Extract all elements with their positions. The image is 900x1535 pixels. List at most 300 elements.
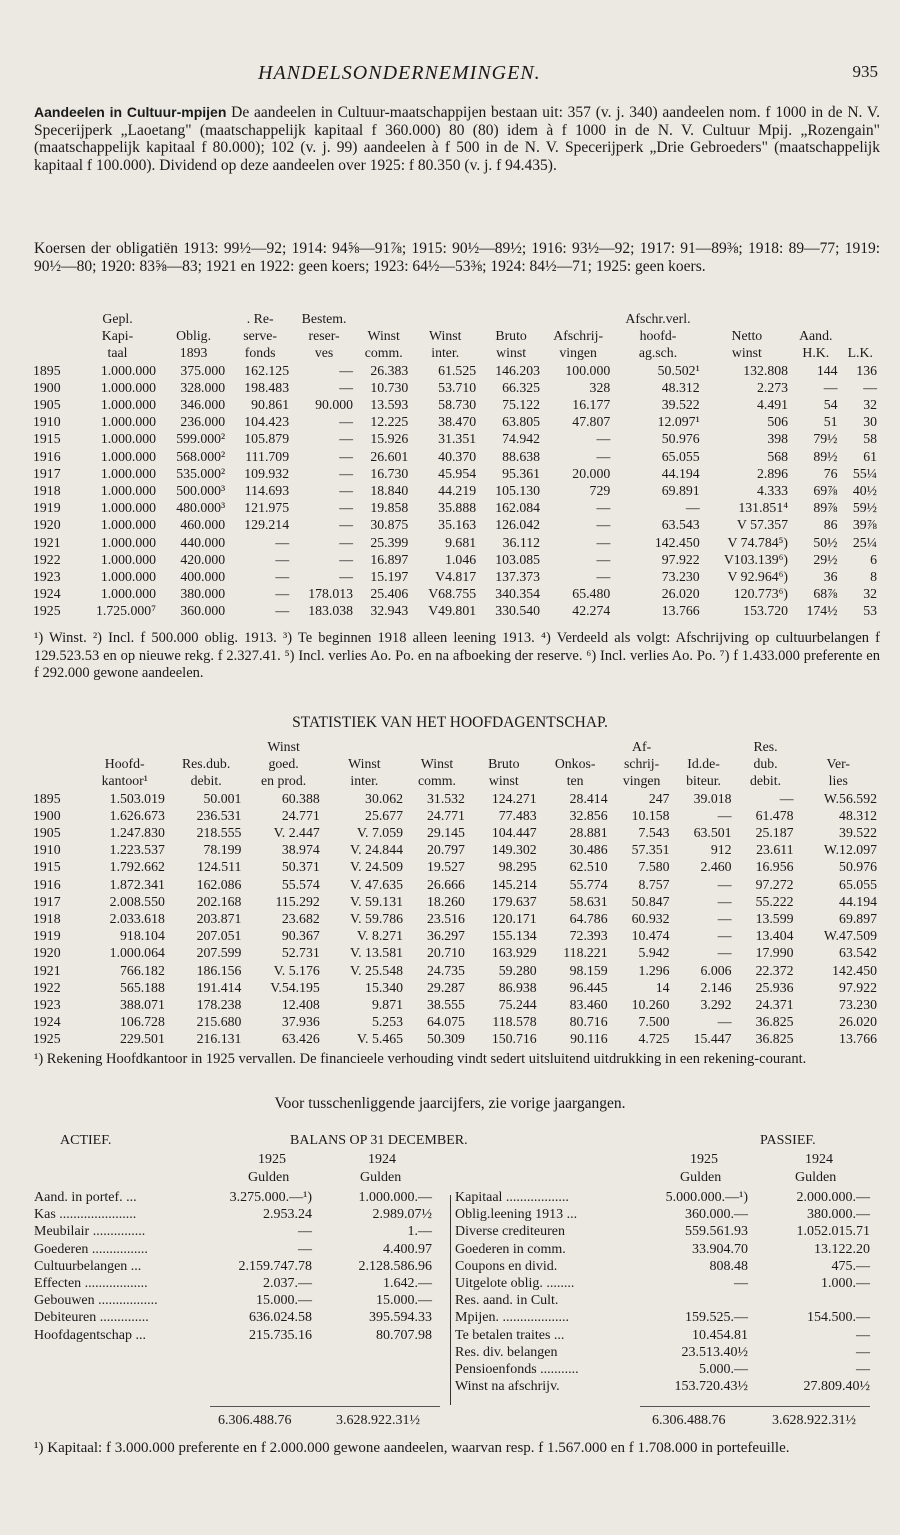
balans-divider — [450, 1195, 451, 1405]
table-cell: 340.354 — [495, 586, 541, 602]
table-cell: 111.709 — [245, 448, 290, 464]
table-cell: 61.478 — [755, 807, 794, 823]
actief-item-value-1924: 1.642.— — [383, 1276, 432, 1291]
table-cell: 23.682 — [281, 911, 320, 927]
table-cell: 120.773⁶) — [733, 586, 789, 602]
table-cell: — — [275, 586, 290, 602]
table-cell: 229.501 — [120, 1031, 165, 1047]
table-cell: 174½ — [806, 603, 838, 619]
table-cell: — — [339, 517, 354, 533]
table-cell: 2.146 — [700, 979, 732, 995]
column-header — [323, 738, 406, 755]
table-cell: 38.555 — [427, 997, 465, 1013]
table-cell: 155.134 — [491, 928, 537, 944]
passief-unit-a: Gulden — [680, 1170, 722, 1185]
column-header: en prod. — [260, 773, 307, 789]
intro-heading: Aandeelen in Cultuur-mpijen — [34, 104, 227, 120]
table-cell: — — [717, 945, 732, 961]
table-cell: 136 — [856, 362, 877, 378]
table-cell: 61 — [863, 448, 877, 464]
table-cell: — — [596, 517, 611, 533]
table-row — [30, 807, 880, 824]
table-cell: 40½ — [852, 483, 877, 499]
table-cell: 36.112 — [502, 534, 541, 550]
table-row — [30, 602, 880, 619]
column-header: Bruto — [488, 756, 520, 772]
table-cell: 76 — [823, 465, 838, 481]
year-cell: 1919 — [33, 928, 61, 944]
table-cell: V. 47.635 — [349, 876, 403, 892]
table-cell: 39⅞ — [852, 517, 877, 533]
table-row — [30, 841, 880, 858]
results-footnotes: ¹) Winst. ²) Incl. f 500.000 oblig. 1913. ³) Te beginnen 1918 alleen leening 1913. ⁴) Verdeeld als volgt: Afschrijving op cultuurbelangen f 129.523.53 en op nieuwe rekg. f 2.327.41. ⁵) Incl. verlies Ao. Po. en na afboeking der reserve. ⁶) Incl. verlies Ao. Po. ⁷) f 1.433.000 preferente en f 292.000 gewone aandeelen. — [34, 630, 880, 681]
table-cell: — — [275, 603, 290, 619]
actief-item-label: Goederen ................ — [34, 1241, 148, 1257]
table-cell: 62.510 — [569, 859, 608, 875]
table-cell: — — [339, 500, 354, 516]
table-cell: 6 — [870, 551, 877, 567]
passief-item-value-1925: 808.48 — [709, 1258, 748, 1274]
column-header: ten — [566, 773, 584, 789]
table-cell: 42.274 — [572, 603, 611, 619]
actief-item-label: Gebouwen ................. — [34, 1293, 158, 1309]
column-header: hoofd- — [639, 328, 677, 344]
passief-item-label: Te betalen traites ... — [455, 1327, 565, 1343]
table-cell: 142.450 — [654, 534, 700, 550]
table-cell: 86 — [823, 517, 838, 533]
column-header: ves — [314, 345, 334, 361]
table-cell: 480.000³ — [176, 500, 226, 516]
table-cell: 2.008.550 — [109, 893, 165, 909]
table-cell: 38.974 — [281, 842, 320, 858]
year-cell: 1921 — [33, 962, 61, 978]
passief-item-label: Res. aand. in Cult. — [455, 1293, 559, 1309]
passief-item-value-1924: 154.500.— — [807, 1310, 870, 1326]
table-cell: 380.000 — [180, 586, 226, 602]
actief-item-label: Debiteuren .............. — [34, 1310, 149, 1326]
column-header: goed. — [268, 756, 299, 772]
table-cell: V49.801 — [428, 603, 477, 619]
table-cell: 13.593 — [370, 397, 409, 413]
table-cell: 58.631 — [569, 893, 608, 909]
table-cell: 24.771 — [281, 807, 320, 823]
table-cell: W.47.509 — [823, 928, 877, 944]
table-row — [30, 910, 880, 927]
table-cell: — — [717, 928, 732, 944]
actief-item-value-1924: 4.400.97 — [383, 1241, 432, 1257]
table-cell: 599.000² — [176, 431, 226, 447]
table-cell: 398 — [767, 431, 789, 447]
table-cell: 36.825 — [755, 1014, 794, 1030]
table-cell: W.56.592 — [823, 790, 877, 806]
table-cell: 65.055 — [661, 448, 700, 464]
table-cell: 59½ — [852, 500, 877, 516]
passief-total-b: 3.628.922.31½ — [772, 1413, 856, 1428]
column-header: Netto — [731, 328, 763, 344]
table-cell: 12.097¹ — [657, 414, 700, 430]
table-cell: 330.540 — [495, 603, 541, 619]
table-cell: V. 2.447 — [273, 825, 320, 841]
table-cell: 26.020 — [661, 586, 700, 602]
column-header: L.K. — [847, 345, 873, 361]
table-cell: 236.000 — [180, 414, 226, 430]
header-row — [30, 344, 880, 361]
table-cell: 10.158 — [631, 807, 670, 823]
actief-item-value-1924: 2.989.07½ — [372, 1207, 432, 1223]
actief-label: ACTIEF. — [60, 1133, 112, 1148]
table-cell: — — [339, 431, 354, 447]
table-cell: 1.247.830 — [109, 825, 165, 841]
passief-item-value-1925: 10.454.81 — [692, 1327, 748, 1343]
table-cell: 568.000² — [176, 448, 226, 464]
table-row — [30, 465, 880, 482]
table-cell: 153.720 — [743, 603, 789, 619]
year-cell: 1916 — [33, 876, 61, 892]
year-cell: 1910 — [33, 842, 61, 858]
table-cell: 31.351 — [438, 431, 477, 447]
year-cell: 1919 — [33, 500, 61, 516]
actief-item-value-1924: 2.128.586.96 — [358, 1258, 432, 1274]
table-cell: 31.532 — [427, 790, 465, 806]
table-row — [30, 482, 880, 499]
year-cell: 1922 — [33, 551, 61, 567]
column-header — [168, 738, 245, 755]
table-cell: 150.716 — [491, 1031, 537, 1047]
table-row — [30, 1013, 880, 1030]
table-cell: 1.000.000 — [100, 397, 157, 413]
table-cell: 40.370 — [438, 448, 477, 464]
table-cell: 118.221 — [563, 945, 608, 961]
passief-item-label: Oblig.leening 1913 ... — [455, 1207, 578, 1223]
actief-item-label: Meubilair ............... — [34, 1224, 146, 1240]
actief-item-label: Hoofdagentschap ... — [34, 1327, 146, 1343]
table-cell: W.12.097 — [823, 842, 877, 858]
table-cell: 90.861 — [251, 397, 290, 413]
table-cell: 47.807 — [572, 414, 611, 430]
column-header: taal — [107, 345, 128, 361]
header-row — [30, 738, 880, 755]
actief-item-value-1925: 2.159.747.78 — [238, 1258, 312, 1274]
table-cell: 131.851⁴ — [738, 500, 789, 516]
table-cell: 17.990 — [755, 945, 794, 961]
table-cell: 500.000³ — [176, 483, 226, 499]
column-header — [479, 310, 543, 327]
header-row — [30, 327, 880, 344]
table-cell: 1.000.064 — [109, 945, 165, 961]
table-cell: 25.936 — [755, 979, 794, 995]
table-cell: 247 — [648, 790, 670, 806]
column-header: Bruto — [495, 328, 527, 344]
year-cell: 1925 — [33, 603, 61, 619]
year-cell: 1925 — [33, 1031, 61, 1047]
column-header: Onkos- — [554, 756, 596, 772]
passief-item-value-1924: — — [856, 1344, 870, 1360]
table-cell: 1.000.000 — [100, 517, 157, 533]
results-table — [30, 310, 880, 620]
table-cell: 88.638 — [502, 448, 541, 464]
table-cell: 51 — [823, 414, 838, 430]
column-header: ag.sch. — [638, 345, 678, 361]
table-cell: — — [596, 551, 611, 567]
column-header — [30, 344, 76, 361]
table-cell: 1.000.000 — [100, 551, 157, 567]
actief-item-value-1925: 636.024.58 — [249, 1310, 312, 1326]
table-cell: 90.000 — [315, 397, 354, 413]
table-cell: V. 5.176 — [273, 962, 320, 978]
table-cell: 198.483 — [244, 379, 290, 395]
table-cell: — — [339, 362, 354, 378]
table-cell: 35.163 — [438, 517, 477, 533]
statistiek-table — [30, 738, 880, 1048]
actief-year-b: 1924 — [368, 1152, 396, 1167]
passief-item-value-1924: 13.122.20 — [814, 1241, 870, 1257]
table-cell: 23.516 — [427, 911, 465, 927]
passief-year-a: 1925 — [690, 1152, 718, 1167]
table-cell: 55.574 — [281, 876, 320, 892]
actief-item-value-1924: 1.— — [407, 1224, 432, 1240]
column-header — [841, 327, 880, 344]
table-cell: 7.580 — [638, 859, 670, 875]
table-cell: 90.367 — [281, 928, 320, 944]
table-cell: 79½ — [813, 431, 838, 447]
table-cell: 207.599 — [196, 945, 242, 961]
table-cell: — — [275, 569, 290, 585]
table-cell: 145.214 — [491, 876, 537, 892]
page-title: HANDELSONDERNEMINGEN. — [258, 62, 541, 84]
table-cell: 1.000.000 — [100, 569, 157, 585]
table-cell: 12.408 — [281, 997, 320, 1013]
table-cell: — — [339, 414, 354, 430]
table-cell: — — [339, 483, 354, 499]
year-cell: 1895 — [33, 790, 61, 806]
table-cell: V 57.357 — [736, 517, 789, 533]
column-header: vingen — [559, 345, 597, 361]
balans-title: BALANS OP 31 DECEMBER. — [290, 1133, 468, 1148]
table-cell: 103.085 — [495, 551, 541, 567]
table-cell: 388.071 — [120, 997, 165, 1013]
table-cell: V 92.964⁶) — [727, 569, 789, 585]
table-cell: 54 — [823, 397, 838, 413]
year-cell: 1900 — [33, 807, 61, 823]
table-cell: 114.693 — [244, 483, 290, 499]
table-cell: 63.805 — [502, 414, 541, 430]
table-cell: 32.943 — [370, 603, 409, 619]
table-cell: 105.130 — [495, 483, 541, 499]
table-cell: 1.000.000 — [100, 500, 157, 516]
passief-label: PASSIEF. — [760, 1133, 816, 1148]
year-cell: 1905 — [33, 825, 61, 841]
actief-sum-rule — [210, 1406, 440, 1407]
column-header: reser- — [308, 328, 340, 344]
table-cell: 36 — [823, 569, 838, 585]
column-header: schrij- — [623, 756, 660, 772]
passief-item-value-1925: 33.904.70 — [692, 1241, 748, 1257]
column-header: Bestem. — [301, 311, 347, 326]
column-header: Aand. — [799, 328, 833, 344]
table-cell: 26.601 — [370, 448, 409, 464]
passief-item-value-1925: 153.720.43½ — [674, 1379, 748, 1395]
column-header: Winst — [367, 328, 400, 344]
table-cell: 9.871 — [371, 997, 403, 1013]
column-header: Af- — [632, 739, 652, 754]
table-cell: 14 — [655, 979, 670, 995]
column-header: comm. — [418, 773, 456, 789]
table-cell: 77.483 — [498, 807, 537, 823]
table-cell: — — [717, 876, 732, 892]
table-cell: 19.527 — [427, 859, 465, 875]
actief-item-value-1925: 2.037.— — [263, 1276, 312, 1291]
actief-item-value-1924: 1.000.000.— — [358, 1190, 432, 1205]
column-header — [159, 310, 228, 327]
table-cell: 1.046 — [445, 551, 477, 567]
table-cell: 68⅞ — [813, 586, 838, 602]
column-header: winst — [496, 345, 527, 361]
table-cell: — — [596, 431, 611, 447]
table-cell: 565.188 — [120, 979, 165, 995]
passief-total-a: 6.306.488.76 — [652, 1413, 726, 1428]
table-cell: 89⅞ — [813, 500, 838, 516]
column-header: lies — [828, 773, 848, 789]
year-cell: 1916 — [33, 448, 61, 464]
table-cell: 1.000.000 — [100, 465, 157, 481]
table-cell: 63.542 — [839, 945, 877, 961]
column-header: Winst — [267, 739, 300, 754]
table-cell: 202.168 — [196, 893, 242, 909]
table-cell: 918.104 — [120, 928, 165, 944]
table-cell: 50.001 — [203, 790, 242, 806]
table-cell: 10.474 — [631, 928, 670, 944]
table-cell: 162.084 — [495, 500, 541, 516]
actief-total-a: 6.306.488.76 — [218, 1413, 292, 1428]
table-cell: 58.730 — [438, 397, 477, 413]
table-cell: 55.774 — [569, 876, 608, 892]
passief-item-label: Diverse crediteuren — [455, 1224, 565, 1240]
column-header: . Re- — [246, 311, 274, 326]
column-header: Res. — [753, 739, 778, 754]
table-cell: 20.000 — [572, 465, 611, 481]
table-cell: 89½ — [813, 448, 838, 464]
table-cell: 22.372 — [755, 962, 794, 978]
year-cell: 1915 — [33, 431, 61, 447]
passief-year-b: 1924 — [805, 1152, 833, 1167]
table-cell: 420.000 — [180, 551, 226, 567]
year-cell: 1918 — [33, 483, 61, 499]
actief-item-label: Kas ...................... — [34, 1207, 137, 1223]
table-cell: V.54.195 — [270, 979, 320, 995]
table-row — [30, 944, 880, 961]
header-row — [30, 310, 880, 327]
table-cell: 55.222 — [755, 893, 794, 909]
intro-text: De aandeelen in Cultuur-maatschappijen bestaan uit: 357 (v. j. 340) aandeelen nom. f 1000 in de N. V. Speceriјperk „Laoetang" (maatschappelijk kapitaal f 360.000) 80 (80) idem à f 1000 in de N. V. Cultuur Mpij. „Rozengain" (maatschappelijk kapitaal f 80.000); 102 (v. j. 99) aandeelen à f 500 in de N. V. Specerijperk „Drie Gebroeders" (maatschappelijk kapitaal f 100.000). Dividend op deze aandeelen over 1925: f 80.350 (v. j. f 94.435). — [34, 104, 880, 174]
year-cell: 1920 — [33, 517, 61, 533]
table-cell: 55¼ — [852, 465, 877, 481]
table-cell: 568 — [767, 448, 789, 464]
table-cell: 1.000.000 — [100, 586, 157, 602]
table-cell: 1.725.000⁷ — [96, 603, 157, 619]
table-cell: 104.447 — [491, 825, 537, 841]
table-cell: 80.716 — [569, 1014, 608, 1030]
table-cell: 59.280 — [498, 962, 537, 978]
passief-item-value-1924: 380.000.— — [807, 1207, 870, 1223]
table-cell: 61.525 — [438, 362, 477, 378]
year-cell: 1923 — [33, 569, 61, 585]
actief-item-value-1925: — — [298, 1224, 312, 1240]
table-cell: 1.000.000 — [100, 431, 157, 447]
table-cell: 20.710 — [427, 945, 465, 961]
table-cell: 1.792.662 — [109, 859, 165, 875]
table-cell: 83.460 — [569, 997, 608, 1013]
table-cell: 98.159 — [569, 962, 608, 978]
column-header: debit. — [190, 773, 222, 789]
table-cell: — — [779, 790, 794, 806]
table-cell: 96.445 — [569, 979, 608, 995]
column-header — [540, 738, 611, 755]
table-cell: 50½ — [813, 534, 838, 550]
table-cell: 74.942 — [502, 431, 541, 447]
actief-item-label: Effecten .................. — [34, 1276, 148, 1291]
table-cell: 16.177 — [572, 397, 611, 413]
table-cell: 25.406 — [370, 586, 409, 602]
table-cell: — — [717, 807, 732, 823]
column-header — [791, 310, 840, 327]
table-cell: 400.000 — [180, 569, 226, 585]
table-cell: 8.757 — [638, 876, 670, 892]
table-cell: 912 — [710, 842, 732, 858]
table-cell: 30.062 — [365, 790, 403, 806]
table-cell: 328 — [589, 379, 611, 395]
table-cell: V68.755 — [428, 586, 477, 602]
passief-item-value-1924: 27.809.40½ — [803, 1379, 870, 1395]
actief-item-value-1924: 395.594.33 — [369, 1310, 432, 1326]
column-header: Kapi- — [101, 328, 134, 344]
table-cell: 104.423 — [244, 414, 290, 430]
table-cell: 766.182 — [120, 962, 165, 978]
table-cell: 5.942 — [638, 945, 670, 961]
table-cell: 1.223.537 — [109, 842, 165, 858]
column-header: inter. — [431, 345, 460, 361]
column-header: Gepl. — [102, 311, 133, 326]
table-cell: 4.333 — [756, 483, 789, 499]
table-cell: V. 59.131 — [349, 893, 403, 909]
column-header: Hoofd- — [104, 756, 145, 772]
table-row — [30, 362, 880, 379]
table-cell: 236.531 — [196, 807, 242, 823]
table-cell: 109.932 — [244, 465, 290, 481]
table-cell: 4.491 — [756, 397, 789, 413]
year-cell: 1920 — [33, 945, 61, 961]
table-cell: 39.018 — [693, 790, 732, 806]
table-cell: V103.139⁶) — [723, 551, 789, 567]
balans-footnote: ¹) Kapitaal: f 3.000.000 preferente en f 2.000.000 gewone aandeelen, waarvan resp. f 1.567.000 en f 1.708.000 in portefeuille. — [34, 1440, 790, 1456]
table-cell: V4.817 — [435, 569, 477, 585]
table-cell: 149.302 — [491, 842, 537, 858]
table-cell: 50.976 — [661, 431, 700, 447]
table-cell: 124.271 — [491, 790, 537, 806]
table-cell: — — [339, 465, 354, 481]
column-header: Winst — [348, 756, 381, 772]
passief-unit-b: Gulden — [795, 1170, 837, 1185]
table-cell: 50.976 — [839, 859, 877, 875]
table-row — [30, 413, 880, 430]
actief-item-value-1925: 2.953.24 — [263, 1207, 312, 1223]
table-cell: V. 25.548 — [349, 962, 403, 978]
table-cell: 10.260 — [631, 997, 670, 1013]
header-row — [30, 755, 880, 772]
column-header: H.K. — [802, 345, 830, 361]
table-cell: 1.000.000 — [100, 414, 157, 430]
table-cell: 120.171 — [491, 911, 537, 927]
year-cell: 1924 — [33, 586, 61, 602]
